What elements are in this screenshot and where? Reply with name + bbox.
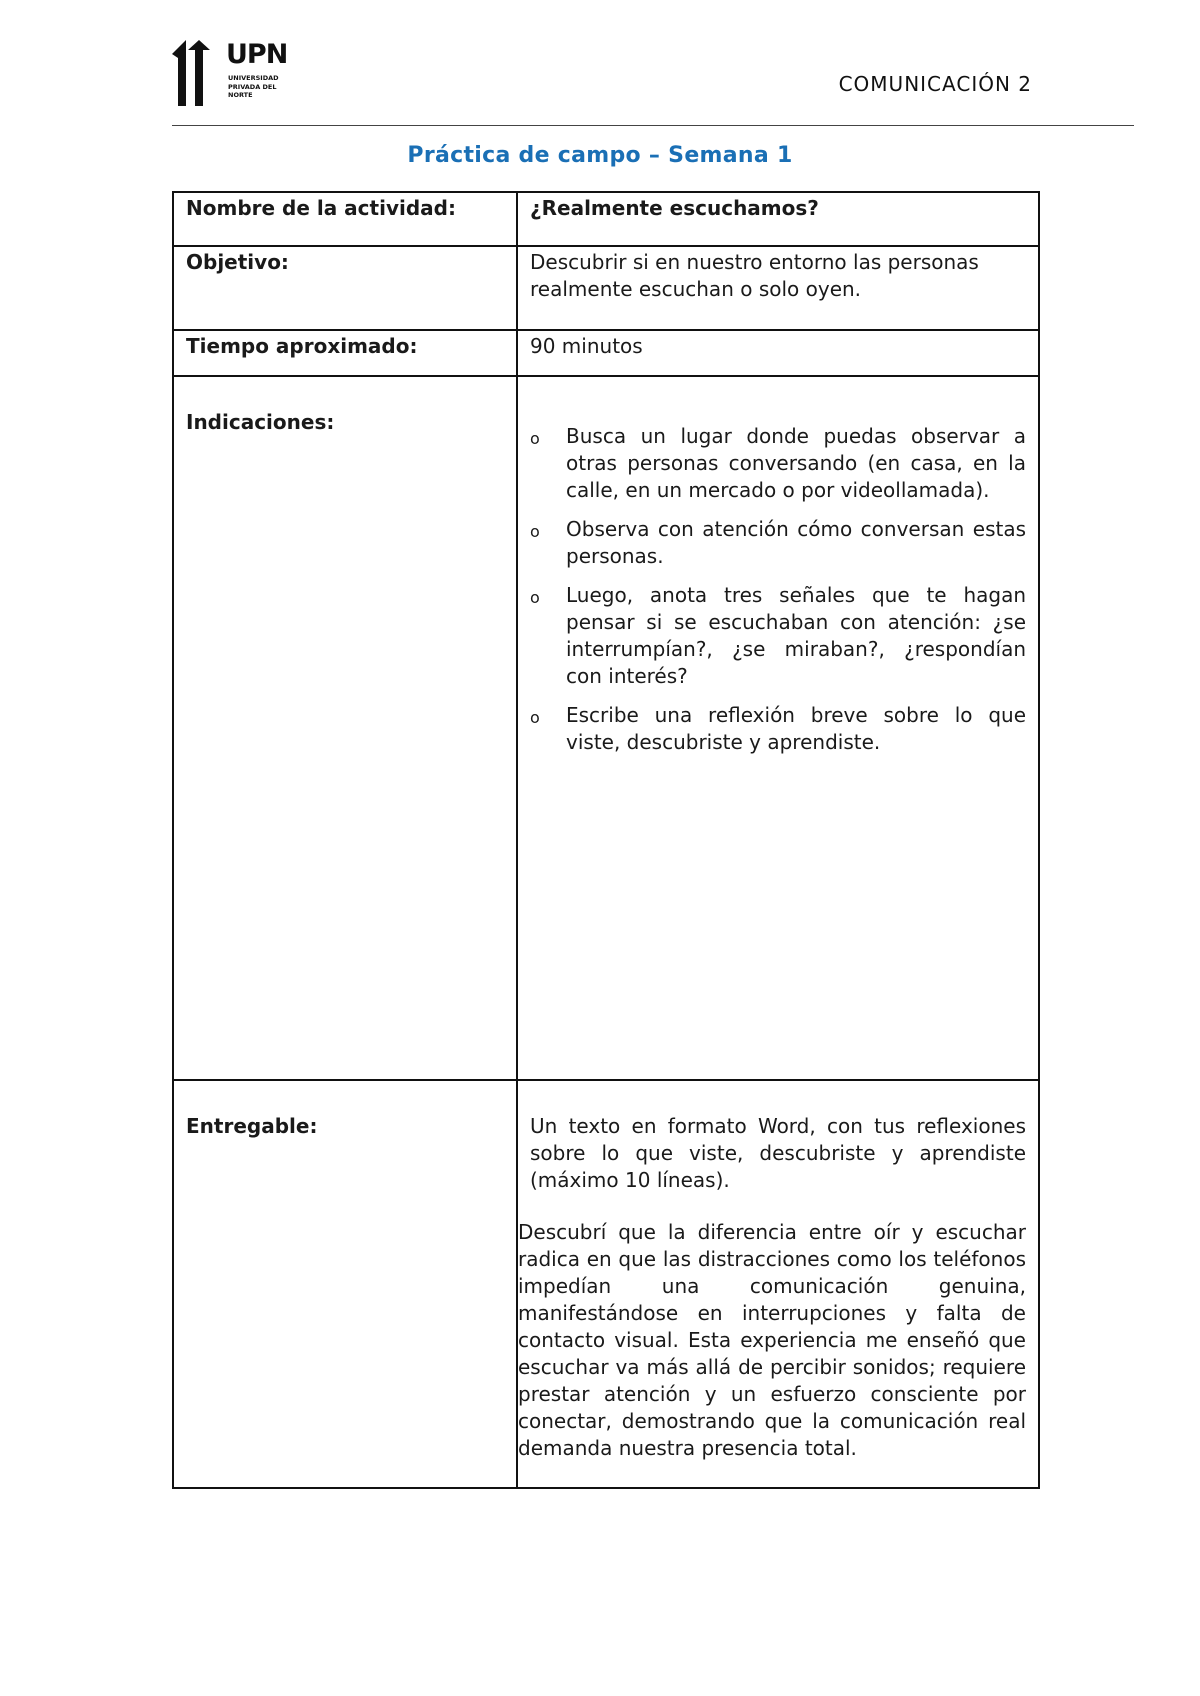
- header-divider: [172, 125, 1134, 126]
- deliverable-value: Un texto en formato Word, con tus reflexiones sobre lo que viste, descubriste y aprendiste (máximo 10 líneas).: [530, 1114, 1026, 1192]
- reflection-text: Descubrí que la diferencia entre oír y escuchar radica en que las distracciones como los teléfonos impedían una comunicación genuina, manifestándose en interrupciones y falta de contacto visual. Esta experiencia me enseñó que escuchar va más allá de percibir sonidos; requiere prestar atención y un esfuerzo consciente por conectar, demostrando que la comunicación real demanda nuestra presencia total.: [518, 1220, 1026, 1460]
- deliverable-label: Entregable:: [186, 1114, 318, 1138]
- logo-text: UPN: [226, 39, 288, 70]
- list-item: [530, 516, 1026, 570]
- table-row-activity: [173, 192, 1039, 246]
- bullet-icon: o: [530, 522, 540, 541]
- activity-value: ¿Realmente escuchamos?: [517, 192, 1039, 246]
- bullet-icon: o: [530, 429, 540, 448]
- instruction-text: Busca un lugar donde puedas observar a otras personas conversando (en casa, en la calle, en un mercado o por videollamada).: [566, 424, 1026, 502]
- instructions-label: Indicaciones:: [186, 410, 335, 434]
- activity-table: [172, 191, 1040, 1489]
- activity-label: Nombre de la actividad:: [173, 192, 517, 246]
- instruction-text: Observa con atención cómo conversan estas personas.: [566, 517, 1026, 568]
- upn-logo: [172, 39, 288, 106]
- bullet-icon: o: [530, 588, 540, 607]
- page-title: Práctica de campo – Semana 1: [407, 143, 793, 168]
- course-header: COMUNICACIÓN 2: [838, 72, 1032, 96]
- bullet-icon: o: [530, 708, 540, 727]
- upn-arrow-logo-icon: [172, 40, 230, 106]
- table-row-time: [173, 330, 1039, 376]
- instructions-list: [530, 423, 1026, 756]
- objective-value: Descubrir si en nuestro entorno las personas realmente escuchan o solo oyen.: [517, 246, 1039, 330]
- table-row-instructions: [173, 376, 1039, 1080]
- list-item: [530, 582, 1026, 690]
- logo-subtitle: UNIVERSIDAD PRIVADA DEL NORTE: [228, 74, 279, 99]
- instruction-text: Luego, anota tres señales que te hagan pensar si se escuchaban con atención: ¿se interrumpían?, ¿se miraban?, ¿respondían con interés?: [566, 583, 1026, 688]
- time-label: Tiempo aproximado:: [173, 330, 517, 376]
- instruction-text: Escribe una reflexión breve sobre lo que viste, descubriste y aprendiste.: [566, 703, 1026, 754]
- table-row-deliverable: [173, 1080, 1039, 1488]
- table-row-objective: [173, 246, 1039, 330]
- time-value: 90 minutos: [517, 330, 1039, 376]
- list-item: [530, 423, 1026, 504]
- objective-label: Objetivo:: [173, 246, 517, 330]
- list-item: [530, 702, 1026, 756]
